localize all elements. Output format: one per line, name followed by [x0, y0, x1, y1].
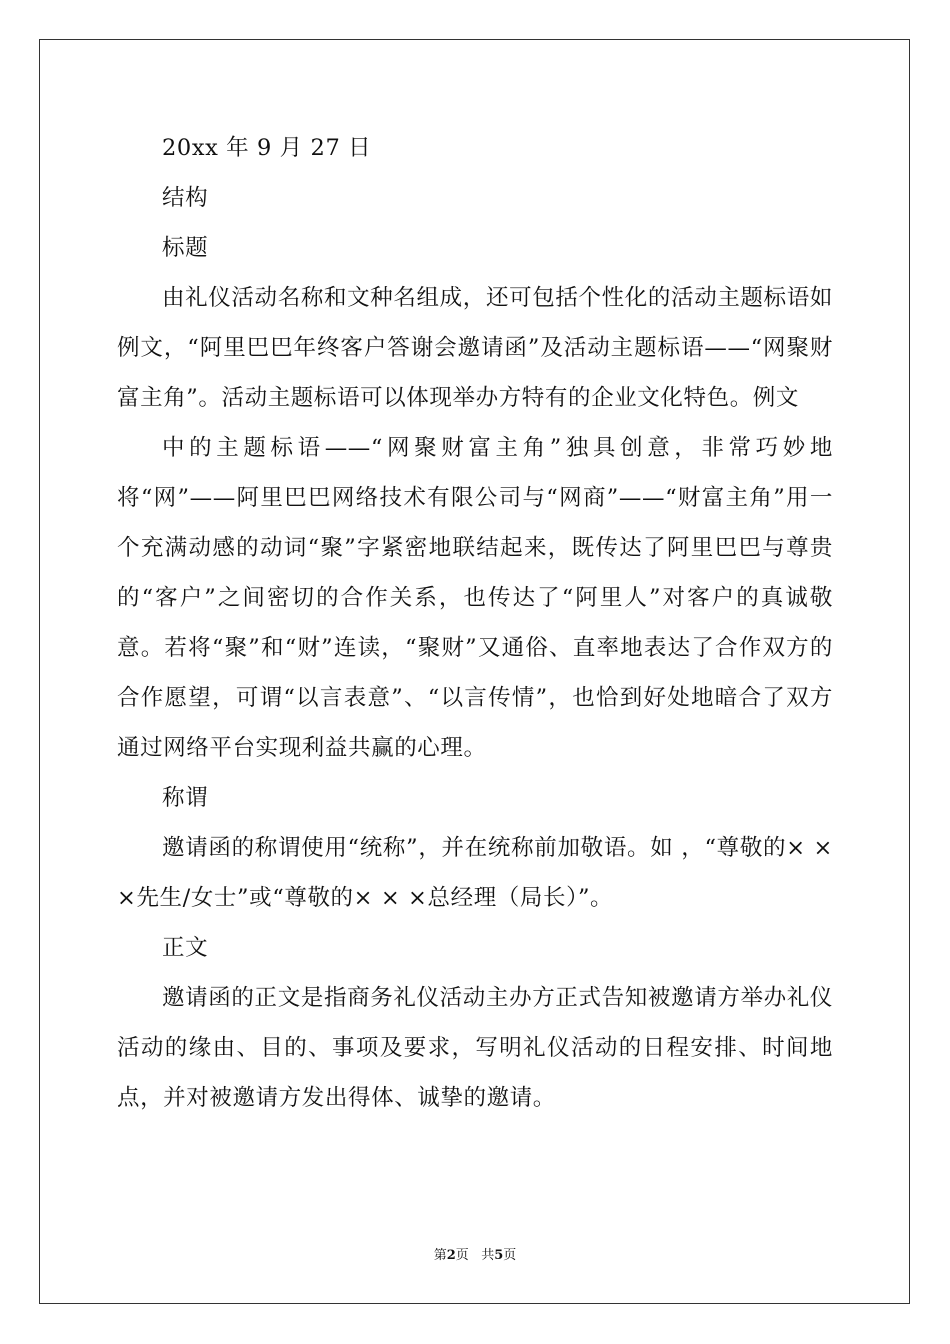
date-line: 20xx 年 9 月 27 日 — [162, 135, 372, 161]
total-prefix: 共 — [481, 1248, 495, 1263]
page-total: 5 — [494, 1248, 504, 1263]
heading-title: 标题 — [162, 235, 209, 261]
document-body — [117, 123, 833, 1123]
page-current: 2 — [446, 1248, 456, 1263]
paragraph-title-desc: 由礼仪活动名称和文种名组成，还可包括个性化的活动主题标语如例文，“阿里巴巴年终客户答谢会邀请函”及活动主题标语——“网聚财富主角”。活动主题标语可以体现举办方特有的企业文化特色。例文 — [117, 285, 833, 411]
heading-salutation: 称谓 — [162, 785, 209, 811]
paragraph-salutation-desc: 邀请函的称谓使用“统称”，并在统称前加敬语。如 ，“尊敬的× × ×先生/女士”或“尊敬的× × ×总经理（局长）”。 — [117, 835, 833, 911]
heading-body: 正文 — [162, 935, 209, 961]
paragraph-body-desc: 邀请函的正文是指商务礼仪活动主办方正式告知被邀请方举办礼仪活动的缘由、目的、事项及要求，写明礼仪活动的日程安排、时间地点，并对被邀请方发出得体、诚挚的邀请。 — [117, 985, 833, 1111]
heading-structure: 结构 — [162, 185, 209, 211]
total-suffix: 页 — [503, 1248, 517, 1263]
page-suffix: 页 — [455, 1248, 469, 1263]
paragraph-example-analysis: 中的主题标语——“网聚财富主角”独具创意，非常巧妙地将“网”——阿里巴巴网络技术有限公司与“网商”——“财富主角”用一个充满动感的动词“聚”字紧密地联结起来，既传达了阿里巴巴与尊贵的“客户”之间密切的合作关系，也传达了“阿里人”对客户的真诚敬意。若将“聚”和“财”连读，“聚财”又通俗、直率地表达了合作双方的合作愿望，可谓“以言表意”、“以言传情”，也恰到好处地暗合了双方通过网络平台实现利益共赢的心理。 — [117, 435, 833, 761]
page-prefix: 第 — [433, 1248, 447, 1263]
page-footer — [0, 1244, 950, 1263]
